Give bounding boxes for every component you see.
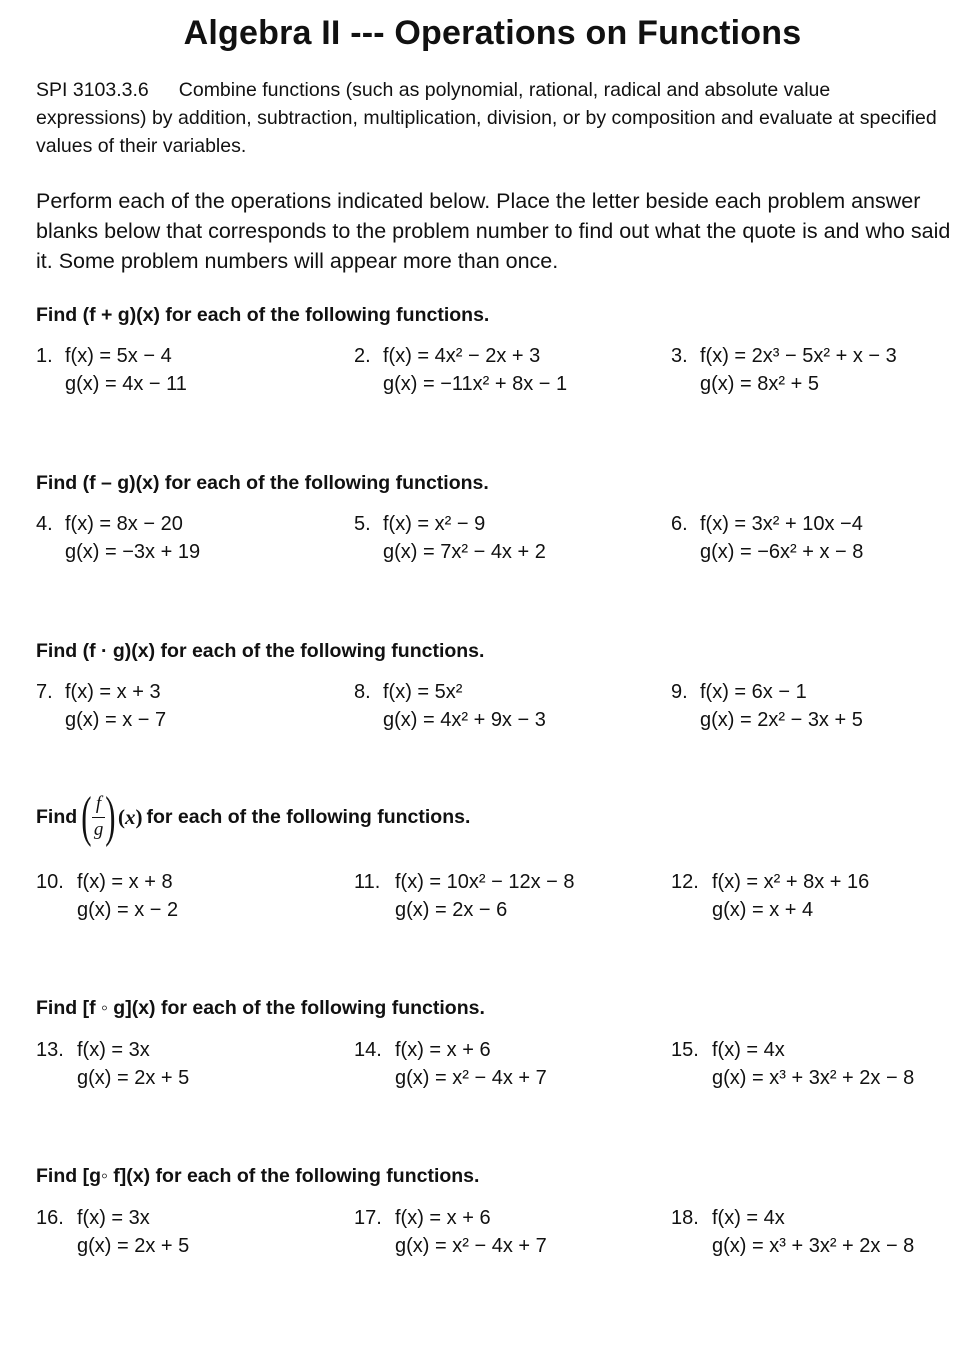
function-f: f(x) = 8x − 20: [65, 513, 183, 535]
problem-5: [354, 510, 546, 566]
problem-4: [36, 510, 200, 566]
function-f: f(x) = 3x: [77, 1207, 150, 1229]
problem-15: [671, 1036, 914, 1092]
function-f: f(x) = 2x³ − 5x² + x − 3: [700, 345, 897, 367]
function-f: f(x) = 5x − 4: [65, 345, 172, 367]
problem-number: 12.: [671, 871, 699, 893]
function-g: g(x) = x² − 4x + 7: [395, 1067, 547, 1089]
problem-2: [354, 342, 567, 398]
problem-14: [354, 1036, 547, 1092]
right-paren: ): [105, 786, 116, 848]
fraction-numerator: f: [92, 793, 105, 818]
problem-number: 5.: [354, 513, 371, 535]
instructions: Perform each of the operations indicated below. Place the letter beside each problem answer blanks below that corresponds to the problem number to find out what the quote is and who said it. Some problem numbers will appear more than once.: [36, 189, 951, 273]
problem-12: [671, 868, 869, 924]
problem-11: [354, 868, 575, 924]
function-f: f(x) = 4x² − 2x + 3: [383, 345, 541, 367]
section-title-composition-gf: Find [g◦ f](x) for each of the following functions.: [36, 1165, 480, 1187]
standard-text: Combine functions (such as polynomial, rational, radical and absolute value expressions) by addition, subtraction, multiplication, division, or by composition and evaluate at specified values of their variables.: [36, 79, 937, 157]
problem-number: 13.: [36, 1039, 64, 1061]
function-g: g(x) = x² − 4x + 7: [395, 1235, 547, 1257]
section-title-sum: Find (f + g)(x) for each of the following functions.: [36, 304, 490, 326]
problem-number: 6.: [671, 513, 688, 535]
function-g: g(x) = x − 7: [65, 709, 167, 731]
problem-row-sum: [36, 342, 971, 402]
function-g: g(x) = x − 2: [77, 899, 179, 921]
function-f: f(x) = x + 3: [65, 681, 161, 703]
quotient-title-suffix: for each of the following functions.: [146, 805, 471, 828]
problem-number: 9.: [671, 681, 688, 703]
function-g: g(x) = −3x + 19: [65, 541, 201, 563]
problem-row-quotient: [36, 868, 971, 928]
problem-17: [354, 1204, 547, 1260]
function-f: f(x) = x² + 8x + 16: [712, 871, 870, 893]
problem-7: [36, 678, 166, 734]
standard-code: SPI 3103.3.6: [36, 79, 149, 101]
function-g: g(x) = 2x + 5: [77, 1067, 190, 1089]
problem-number: 1.: [36, 345, 53, 367]
function-f: f(x) = x + 6: [395, 1207, 491, 1229]
section-title-composition-fg: Find [f ◦ g](x) for each of the following functions.: [36, 997, 485, 1019]
function-f: f(x) = 3x² + 10x −4: [700, 513, 863, 535]
function-g: g(x) = x³ + 3x² + 2x − 8: [712, 1235, 915, 1257]
problem-row-composition-fg: [36, 1036, 971, 1096]
function-g: g(x) = 2x − 6: [395, 899, 508, 921]
section-title-difference: Find (f – g)(x) for each of the following functions.: [36, 472, 489, 494]
problem-number: 10.: [36, 871, 64, 893]
function-f: f(x) = x + 6: [395, 1039, 491, 1061]
function-g: g(x) = 7x² − 4x + 2: [383, 541, 546, 563]
function-f: f(x) = 6x − 1: [700, 681, 807, 703]
standard-description: [36, 76, 946, 160]
problem-16: [36, 1204, 189, 1260]
problem-number: 8.: [354, 681, 371, 703]
function-g: g(x) = −11x² + 8x − 1: [383, 373, 568, 395]
problem-18: [671, 1204, 914, 1260]
problem-row-product: [36, 678, 971, 738]
function-g: g(x) = 2x + 5: [77, 1235, 190, 1257]
function-f: f(x) = x + 8: [77, 871, 173, 893]
problem-number: 3.: [671, 345, 688, 367]
page-title: Algebra II --- Operations on Functions: [183, 14, 802, 52]
problem-number: 7.: [36, 681, 53, 703]
problem-8: [354, 678, 546, 734]
problem-number: 15.: [671, 1039, 699, 1061]
function-f: f(x) = 4x: [712, 1039, 785, 1061]
quotient-title-prefix: Find: [36, 805, 78, 828]
function-g: g(x) = x + 4: [712, 899, 814, 921]
problem-row-composition-gf: [36, 1204, 971, 1264]
function-g: g(x) = −6x² + x − 8: [700, 541, 864, 563]
function-f: f(x) = 4x: [712, 1207, 785, 1229]
problem-13: [36, 1036, 189, 1092]
function-f: f(x) = x² − 9: [383, 513, 486, 535]
problem-number: 18.: [671, 1207, 699, 1229]
problem-10: [36, 868, 178, 924]
problem-row-difference: [36, 510, 971, 570]
problem-number: 11.: [354, 871, 381, 893]
fraction-denominator: g: [93, 819, 104, 840]
problem-number: 4.: [36, 513, 53, 535]
problem-number: 14.: [354, 1039, 382, 1061]
function-argument: (x): [117, 804, 143, 829]
problem-number: 16.: [36, 1207, 64, 1229]
problem-number: 2.: [354, 345, 371, 367]
section-title-quotient: [36, 786, 471, 848]
function-f: f(x) = 5x²: [383, 681, 463, 703]
left-paren: (: [81, 786, 92, 848]
function-g: g(x) = 4x² + 9x − 3: [383, 709, 546, 731]
problem-9: [671, 678, 863, 734]
argument-variable: x: [124, 804, 136, 829]
function-f: f(x) = 10x² − 12x − 8: [395, 871, 575, 893]
problem-6: [671, 510, 863, 566]
function-g: g(x) = 2x² − 3x + 5: [700, 709, 863, 731]
problem-3: [671, 342, 897, 398]
problem-number: 17.: [354, 1207, 382, 1229]
function-g: g(x) = 4x − 11: [65, 373, 187, 395]
function-f: f(x) = 3x: [77, 1039, 150, 1061]
section-title-product: Find (f · g)(x) for each of the following functions.: [36, 640, 485, 662]
function-g: g(x) = 8x² + 5: [700, 373, 819, 395]
f-over-g-notation: [81, 786, 116, 848]
function-g: g(x) = x³ + 3x² + 2x − 8: [712, 1067, 915, 1089]
problem-1: [36, 342, 187, 398]
